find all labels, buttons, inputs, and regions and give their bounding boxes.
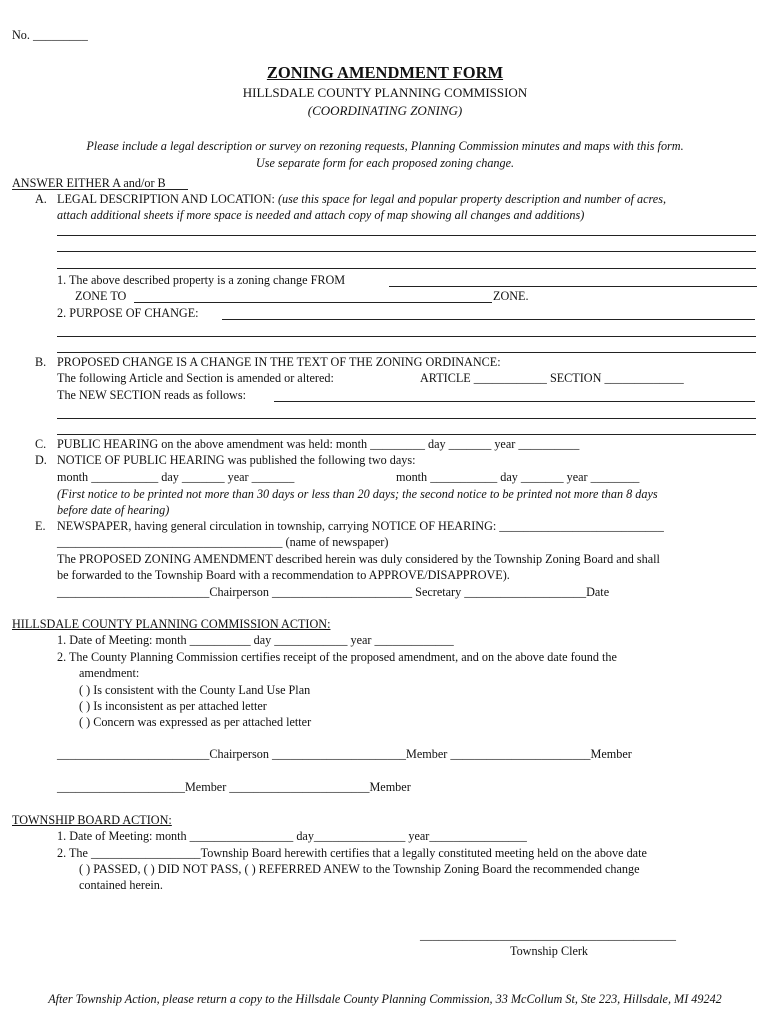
section-b-title: PROPOSED CHANGE IS A CHANGE IN THE TEXT OF THE ZONING ORDINANCE: — [57, 355, 501, 369]
footer-instruction: After Township Action, please return a copy to the Hillsdale County Planning Commission, 33 McCollum St, Ste 223, Hillsdale, MI 49242 — [48, 992, 722, 1006]
section-a-heading: LEGAL DESCRIPTION AND LOCATION: — [57, 192, 275, 206]
zone-to-label: ZONE TO — [75, 289, 127, 303]
section-e-label: E. — [35, 519, 46, 533]
form-title: ZONING AMENDMENT FORM — [266, 63, 504, 82]
new-section-label: The NEW SECTION reads as follows: — [57, 388, 246, 402]
purpose-of-change-label: 2. PURPOSE OF CHANGE: — [57, 306, 199, 320]
zoning-board-statement-1: The PROPOSED ZONING AMENDMENT described herein was duly considered by the Township Zoning Board and shall — [57, 552, 660, 566]
zone-from-field[interactable] — [389, 286, 757, 287]
township-certification-1[interactable]: 2. The __________________Township Board herewith certifies that a legally constituted meeting held on the above date — [57, 846, 647, 860]
section-a-note: (use this space for legal and popular property description and number of acres, — [277, 192, 666, 206]
section-b-label: B. — [35, 355, 47, 369]
new-section-line[interactable] — [57, 434, 756, 435]
option-inconsistent[interactable]: ( ) Is inconsistent as per attached letter — [79, 699, 267, 713]
zone-suffix-label: ZONE. — [493, 289, 529, 303]
zoning-board-statement-2: be forwarded to the Township Board with a recommendation to APPROVE/DISAPPROVE). — [57, 568, 510, 582]
first-notice-date[interactable]: month ___________ day _______ year _______ — [57, 470, 295, 484]
zone-to-field[interactable] — [134, 302, 492, 303]
article-section-fields[interactable]: ARTICLE ____________ SECTION _____________ — [420, 371, 684, 385]
township-clerk-signature-line[interactable]: __________________________________________ — [420, 928, 676, 942]
zoning-change-from-label: 1. The above described property is a zoning change FROM — [57, 273, 346, 287]
county-certification-1: 2. The County Planning Commission certifies receipt of the proposed amendment, and on the above date found the — [57, 650, 617, 664]
section-a-title — [57, 191, 666, 207]
notice-heading: NOTICE OF PUBLIC HEARING was published the following two days: — [57, 453, 416, 467]
new-section-line[interactable] — [57, 418, 756, 419]
township-vote-options[interactable]: ( ) PASSED, ( ) DID NOT PASS, ( ) REFERRED ANEW to the Township Zoning Board the recommended change — [79, 862, 640, 876]
notice-instruction-1: (First notice to be printed not more than 30 days or less than 20 days; the second notice to be printed not more than 8 days — [57, 487, 658, 501]
county-signature-line-2[interactable]: _____________________Member _______________________Member — [57, 780, 411, 794]
newspaper-line[interactable]: NEWSPAPER, having general circulation in township, carrying NOTICE OF HEARING: ___________________________ — [57, 519, 664, 533]
section-c-label: C. — [35, 437, 47, 451]
purpose-field[interactable] — [222, 319, 755, 320]
second-notice-date[interactable]: month ___________ day _______ year ________ — [396, 470, 640, 484]
county-meeting-date[interactable]: 1. Date of Meeting: month __________ day ____________ year _____________ — [57, 633, 454, 647]
purpose-line[interactable] — [57, 352, 756, 353]
description-line[interactable] — [57, 235, 756, 236]
township-action-heading: TOWNSHIP BOARD ACTION: — [12, 813, 172, 827]
newspaper-name-field[interactable]: _____________________________________ (name of newspaper) — [57, 535, 389, 549]
zoning-board-signature-line[interactable]: _________________________Chairperson _______________________ Secretary ____________________Date — [57, 585, 610, 599]
township-meeting-date[interactable]: 1. Date of Meeting: month _________________ day_______________ year________________ — [57, 829, 527, 843]
description-line[interactable] — [57, 268, 756, 269]
county-signature-line-1[interactable]: _________________________Chairperson ______________________Member _______________________Member — [57, 747, 632, 761]
organization-name: HILLSDALE COUNTY PLANNING COMMISSION — [242, 85, 528, 100]
county-action-heading: HILLSDALE COUNTY PLANNING COMMISSION ACTION: — [12, 617, 331, 631]
instruction-line-2: Use separate form for each proposed zoning change. — [255, 156, 515, 170]
new-section-field[interactable] — [274, 401, 755, 402]
option-concern[interactable]: ( ) Concern was expressed as per attached letter — [79, 715, 312, 729]
answer-heading: ANSWER EITHER A and/or B — [12, 176, 166, 190]
section-d-label: D. — [35, 453, 47, 467]
article-section-label: The following Article and Section is amended or altered: — [57, 371, 334, 385]
public-hearing-line[interactable]: PUBLIC HEARING on the above amendment was held: month _________ day _______ year __________ — [57, 437, 580, 451]
section-a-note-2: attach additional sheets if more space is needed and attach copy of map showing all changes and additions) — [57, 208, 585, 222]
notice-instruction-2: before date of hearing) — [57, 503, 170, 517]
section-a-label: A. — [35, 192, 47, 206]
county-certification-2: amendment: — [79, 666, 140, 680]
form-number: No. _________ — [12, 28, 88, 42]
township-certification-3: contained herein. — [79, 878, 163, 892]
purpose-line[interactable] — [57, 336, 756, 337]
option-consistent[interactable]: ( ) Is consistent with the County Land Use Plan — [79, 683, 311, 697]
form-subtitle: (COORDINATING ZONING) — [307, 103, 463, 118]
description-line[interactable] — [57, 251, 756, 252]
instruction-line-1: Please include a legal description or survey on rezoning requests, Planning Commission minutes and maps with this form. — [86, 139, 684, 153]
township-clerk-label: Township Clerk — [510, 944, 589, 958]
answer-heading-underline — [12, 189, 188, 190]
